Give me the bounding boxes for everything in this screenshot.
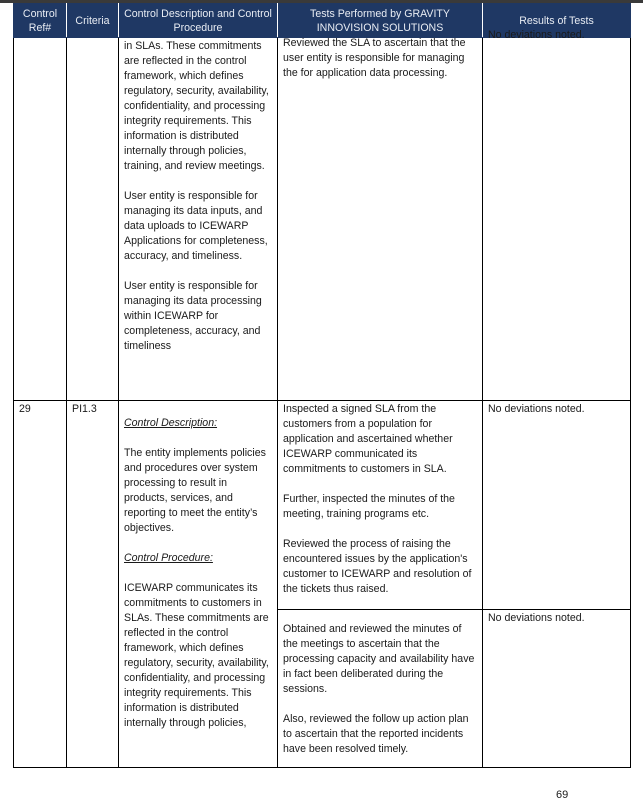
- control-description-text: The entity implements policies and procedures over system processing to result in products, services, and reporting to meet the entity’s objectives.: [124, 447, 266, 534]
- table-row-continued: [14, 38, 631, 401]
- result-text: No deviations noted.: [488, 403, 585, 415]
- description-cell: [119, 38, 278, 401]
- control-description-heading: Control Description:: [124, 417, 218, 429]
- criteria-cell: [67, 38, 119, 401]
- description-paragraph: User entity is responsible for managing its data processing within ICEWARP for completeness, accuracy, and timeliness: [124, 280, 262, 352]
- description-paragraph: in SLAs. These commitments are reflected in the control framework, which defines regulatory, security, availability, confidentiality, and processing integrity requirements. This information is distributed internally through policies, training, and review meetings.: [124, 40, 269, 172]
- result-cell: [483, 610, 631, 768]
- control-procedure-text: ICEWARP communicates its commitments to customers in SLAs. These commitments are reflected in the control framework, which defines regulatory, security, availability, confidentiality, and processing integrity requirements. This information is distributed internally through policies,: [124, 582, 269, 729]
- result-cell: [483, 29, 631, 401]
- header-results: Results of Tests: [483, 4, 631, 38]
- control-ref-cell: [14, 38, 67, 401]
- header-criteria: Criteria: [67, 4, 119, 38]
- header-tests-performed: Tests Performed by GRAVITY INNOVISION SOLUTIONS: [278, 4, 483, 38]
- result-cell: [483, 401, 631, 610]
- page-number: 69: [556, 789, 569, 801]
- controls-test-table: [13, 3, 631, 768]
- tests-cell: [278, 38, 483, 401]
- criteria-cell: PI1.3: [67, 401, 119, 768]
- tests-cell: [278, 401, 483, 610]
- control-procedure-heading: Control Procedure:: [124, 552, 213, 564]
- tests-paragraph: Further, inspected the minutes of the meeting, training programs etc.: [283, 493, 455, 520]
- control-ref-cell: 29: [14, 401, 67, 768]
- tests-paragraph: Inspected a signed SLA from the customers from a population for application and ascertained whether ICEWARP communicated its commitments to customers in SLA.: [283, 403, 453, 475]
- tests-cell: [278, 610, 483, 768]
- tests-paragraph: Also, reviewed the follow up action plan to ascertain that the reported incidents have been resolved timely.: [283, 713, 469, 755]
- result-text: No deviations noted.: [488, 29, 585, 41]
- description-paragraph: User entity is responsible for managing its data inputs, and data uploads to ICEWARP Applications for completeness, accuracy, and timeliness.: [124, 190, 268, 262]
- tests-paragraph: Obtained and reviewed the minutes of the meetings to ascertain that the processing capacity and availability have in fact been deliberated during the sessions.: [283, 623, 475, 695]
- result-text: No deviations noted.: [488, 612, 585, 624]
- tests-paragraph: Reviewed the SLA to ascertain that the user entity is responsible for managing the for application data processing.: [283, 37, 466, 79]
- tests-paragraph: Reviewed the process of raising the encountered issues by the application's customer to ICEWARP and resolution of the tickets thus raised.: [283, 538, 472, 595]
- table-row-29: [14, 401, 631, 610]
- description-cell: [119, 401, 278, 768]
- header-control-ref: Control Ref#: [14, 4, 67, 38]
- header-control-description: Control Description and Control Procedure: [119, 4, 278, 38]
